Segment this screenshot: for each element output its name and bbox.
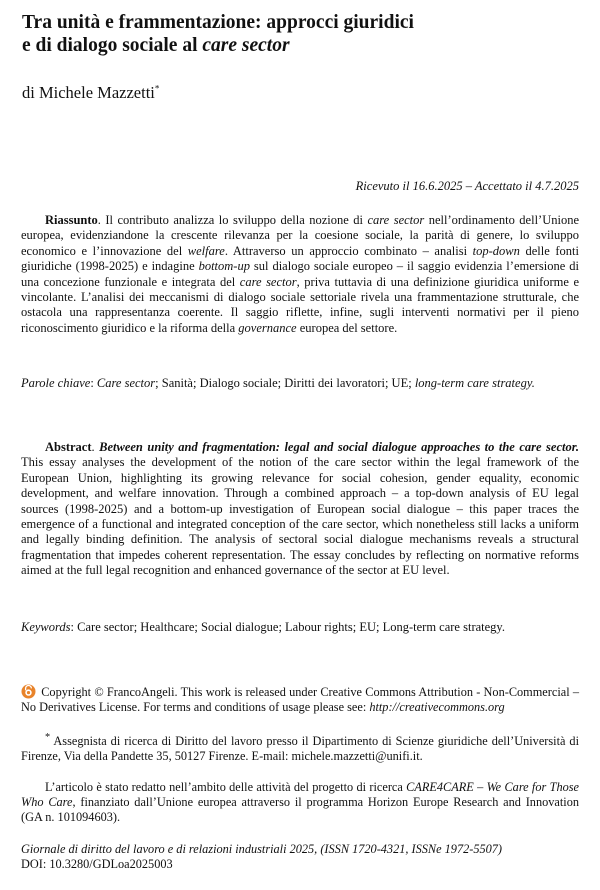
author-line: di Michele Mazzetti* [22,83,160,102]
riassunto-label: Riassunto [45,213,98,227]
abstract-english-title: Between unity and fragmentation: legal and social dialogue approaches to the care sector. [99,440,580,454]
author-footnote-mark[interactable]: * [154,83,160,94]
author-name: Michele Mazzetti [38,83,155,102]
parole-chiave-label: Parole chiave [21,376,91,390]
doi[interactable]: DOI: 10.3280/GDLoa2025003 [21,856,173,871]
project-name: CARE4CARE – We Care for Those Who Care [21,780,579,809]
author-footnote: * Assegnista di ricerca di Diritto del lavoro presso il Dipartimento di Scienze giuridiche dell’Università di Firenze, Via della Pandette 35, 50127 Firenze. E-mail: michele.mazzetti@unifi.it. [21,732,579,763]
keywords-label: Keywords [21,620,71,634]
article-title [22,11,582,57]
open-access-icon [21,684,36,699]
keywords: Keywords: Care sector; Healthcare; Social dialogue; Labour rights; EU; Long-term care strategy. [21,620,505,634]
abstract-paragraph: Abstract. Between unity and fragmentation: legal and social dialogue approaches to the care sector. This essay analyses the development of the notion of the care sector within the legal framework of the European Union, highlighting its growing relevance for social cohesion, gender equality, economic development, and welfare innovation. Through a combined approach – a top-down analysis of EU legal sources (1998-2025) and a bottom-up investigation of European social dialogue – this paper traces the emergence of a functional and integrated conception of the care sector, which nonetheless still lacks a uniform and legally binding definition. The analysis of sectoral social dialogue mechanisms reveals a structural fragmentation that impedes coherent representation. The essay concludes by reflecting on normative reforms aimed at the full legal recognition and enhanced governance of the sector at EU level. [21,440,580,578]
footnote-mark: * [45,732,51,743]
abstract-label: Abstract [45,440,92,454]
project-note: L’articolo è stato redatto nell’ambito delle attività del progetto di ricerca CARE4CARE – We Care for Those Who Care, finanziato dall’Unione europea attraverso il programma Horizon Europe Research and Innovation (GA n. 101094603). [21,780,579,824]
parole-chiave: Parole chiave: Care sector; Sanità; Dialogo sociale; Diritti dei lavoratori; UE; long-term care strategy. [21,376,535,390]
creative-commons-link[interactable]: http://creativecommons.org [369,699,505,714]
received-accepted-dates: Ricevuto il 16.6.2025 – Accettato il 4.7.2025 [355,179,579,193]
journal-citation [21,842,579,872]
title-line-2: e di dialogo sociale al [22,35,203,56]
riassunto-paragraph: Riassunto. Il contributo analizza lo sviluppo della nozione di care sector nell’ordinamento dell’Unione europea, evidenziandone la crescente rilevanza per la coesione sociale, la parità di genere, lo sviluppo economico e l’innovazione del welfare. Attraverso un approccio combinato – analisi top-down delle fonti giuridiche (1998-2025) e indagine bottom-up sul dialogo sociale europeo – il saggio evidenzia l’emersione di una concezione funzionale e integrata del care sector, priva tuttavia di una definizione giuridica uniforme e vincolante. L’analisi dei meccanismi di dialogo sociale settoriale rivela una frammentazione strutturale, che ostacola una rappresentanza coerente. Il saggio riflette, infine, sugli interventi normativi per il pieno riconoscimento giuridico e la riforma della governance europea del settore. [21,213,580,335]
copyright-notice: Copyright © FrancoAngeli. This work is released under Creative Commons Attribution - Non-Commercial – No Derivatives License. For terms and conditions of usage please see: http://creativecommons.org [21,685,579,714]
journal-name: Giornale di diritto del lavoro e di relazioni industriali 2025, (ISSN 1720-4321, ISSNe 1972-5507) [21,842,503,856]
title-italic: care sector [202,35,290,56]
title-line-1: Tra unità e frammentazione: approcci giuridici [22,12,414,33]
